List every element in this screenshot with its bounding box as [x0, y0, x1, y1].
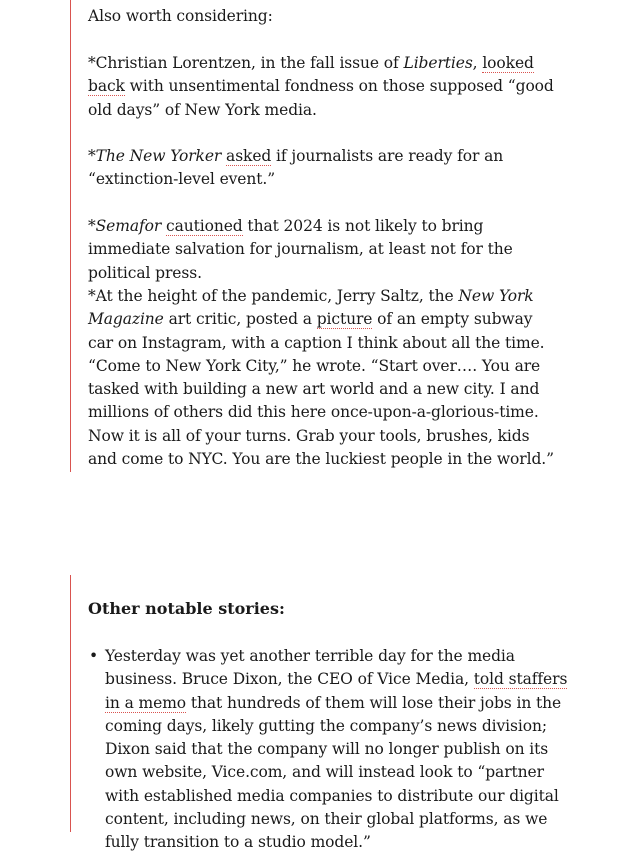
bullet-icon: • — [89, 647, 99, 665]
publication-name: The New Yorker — [95, 147, 222, 165]
consider-intro: Also worth considering: — [88, 7, 273, 25]
list-item: • Yesterday was yet another terrible day for the media business. Bruce Dixon, the CEO of Vice Media, told staffers in a memo that hundreds of them will lose their jobs in the coming days, likely gutting the company’s news division; Dixon said that the company will no longer publish on its own website, Vice.com, and will instead look to “partner with established media companies to distribute our digital content, including news, on their global platforms, as we fully transition to a studio model.” — [89, 647, 568, 852]
publication-name: Semafor — [95, 217, 162, 235]
picture-link[interactable]: picture — [316, 310, 373, 329]
cautioned-link[interactable]: cautioned — [166, 217, 243, 235]
consider-item-4: *At the height of the pandemic, Jerry Saltz, the New York Magazine art critic, posted a picture of an empty subway car on Instagram, with a caption I think about all the time. “Come to New York City,” he wrote. “Start over…. You are tasked with building a new art world and a new city. I and millions of others did this here once-upon-a-glorious-time. Now it is all of your turns. Grab your tools, brushes, kids and come to NYC. You are the luckiest people in the world.” — [88, 287, 554, 469]
publication-name: New York Magazine — [88, 287, 534, 329]
told-staffers-link[interactable]: told staffers in a memo — [105, 670, 568, 712]
consider-item-1: *Christian Lorentzen, in the fall issue of Liberties, looked back with unsentimental fondness on those supposed “good old days” of New York media. — [88, 54, 554, 119]
publication-name: Liberties — [403, 54, 473, 72]
asked-link[interactable]: asked — [226, 147, 272, 165]
looked-back-link[interactable]: looked back — [88, 54, 534, 96]
consider-item-3: *Semafor cautioned that 2024 is not likely to bring immediate salvation for journalism, at least not for the political press. — [88, 217, 513, 282]
consider-item-2: *The New Yorker asked if journalists are ready for an “extinction-level event.” — [88, 147, 504, 189]
notable-stories-heading: Other notable stories: — [88, 599, 285, 618]
notable-stories-list — [88, 645, 573, 855]
